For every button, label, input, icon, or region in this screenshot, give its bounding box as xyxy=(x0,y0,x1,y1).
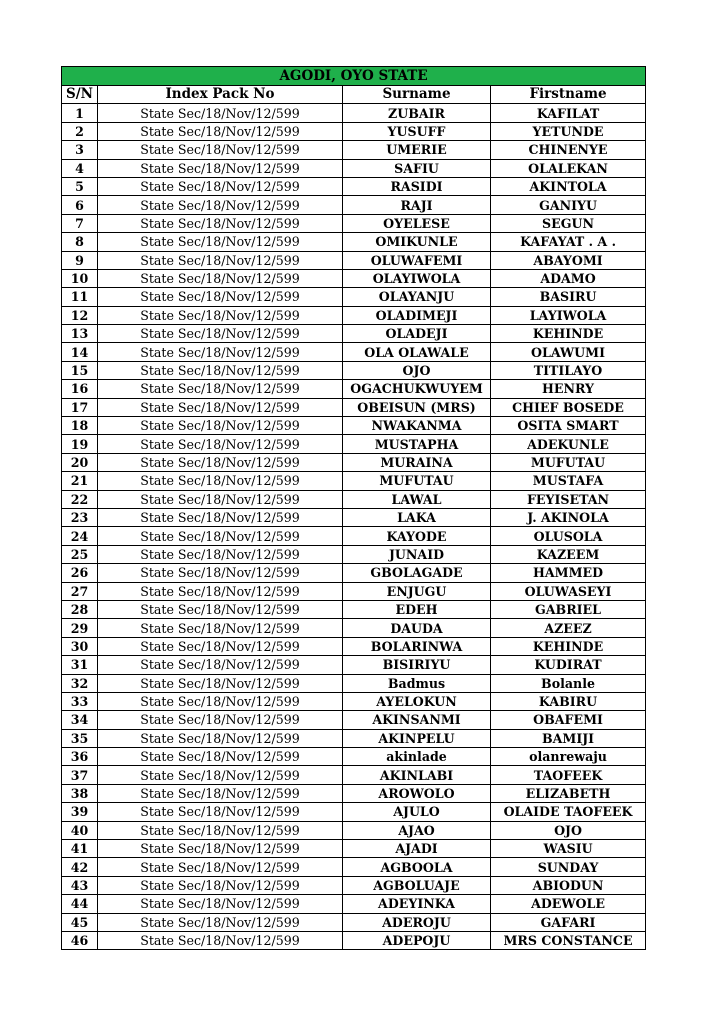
firstname-cell: MRS CONSTANCE xyxy=(491,931,646,949)
table-row xyxy=(62,858,646,876)
sn-cell: 32 xyxy=(62,674,98,692)
index-pack-cell: State Sec/18/Nov/12/599 xyxy=(98,527,343,545)
table-row xyxy=(62,177,646,195)
sn-cell: 2 xyxy=(62,122,98,140)
sn-cell: 29 xyxy=(62,619,98,637)
index-pack-cell: State Sec/18/Nov/12/599 xyxy=(98,729,343,747)
header-sn: S/N xyxy=(62,86,98,104)
surname-cell: RASIDI xyxy=(343,177,491,195)
index-pack-cell: State Sec/18/Nov/12/599 xyxy=(98,858,343,876)
table-row xyxy=(62,600,646,618)
firstname-cell: OLUWASEYI xyxy=(491,582,646,600)
header-index-pack-no: Index Pack No xyxy=(98,86,343,104)
firstname-cell: ADAMO xyxy=(491,269,646,287)
firstname-cell: OJO xyxy=(491,821,646,839)
sn-cell: 3 xyxy=(62,141,98,159)
firstname-cell: Bolanle xyxy=(491,674,646,692)
index-pack-cell: State Sec/18/Nov/12/599 xyxy=(98,840,343,858)
surname-cell: AROWOLO xyxy=(343,784,491,802)
surname-cell: OLAYANJU xyxy=(343,288,491,306)
sn-cell: 10 xyxy=(62,269,98,287)
surname-cell: OGACHUKWUYEM xyxy=(343,380,491,398)
table-row xyxy=(62,931,646,949)
index-pack-cell: State Sec/18/Nov/12/599 xyxy=(98,674,343,692)
index-pack-cell: State Sec/18/Nov/12/599 xyxy=(98,784,343,802)
firstname-cell: GANIYU xyxy=(491,196,646,214)
index-pack-cell: State Sec/18/Nov/12/599 xyxy=(98,508,343,526)
table-row xyxy=(62,233,646,251)
index-pack-cell: State Sec/18/Nov/12/599 xyxy=(98,895,343,913)
firstname-cell: CHIEF BOSEDE xyxy=(491,398,646,416)
surname-cell: AKINLABI xyxy=(343,766,491,784)
surname-cell: ADEYINKA xyxy=(343,895,491,913)
firstname-cell: GAFARI xyxy=(491,913,646,931)
table-row xyxy=(62,913,646,931)
firstname-cell: OBAFEMI xyxy=(491,711,646,729)
index-pack-cell: State Sec/18/Nov/12/599 xyxy=(98,104,343,122)
table-row xyxy=(62,637,646,655)
index-pack-cell: State Sec/18/Nov/12/599 xyxy=(98,306,343,324)
surname-cell: NWAKANMA xyxy=(343,417,491,435)
surname-cell: ZUBAIR xyxy=(343,104,491,122)
index-pack-cell: State Sec/18/Nov/12/599 xyxy=(98,122,343,140)
surname-cell: MUFUTAU xyxy=(343,472,491,490)
table-row xyxy=(62,159,646,177)
table-row xyxy=(62,582,646,600)
table-row xyxy=(62,104,646,122)
surname-cell: AGBOLUAJE xyxy=(343,876,491,894)
index-pack-cell: State Sec/18/Nov/12/599 xyxy=(98,141,343,159)
firstname-cell: MUFUTAU xyxy=(491,453,646,471)
index-pack-cell: State Sec/18/Nov/12/599 xyxy=(98,159,343,177)
index-pack-cell: State Sec/18/Nov/12/599 xyxy=(98,582,343,600)
table-row xyxy=(62,490,646,508)
index-pack-cell: State Sec/18/Nov/12/599 xyxy=(98,545,343,563)
firstname-cell: TITILAYO xyxy=(491,361,646,379)
table-row xyxy=(62,417,646,435)
table-row xyxy=(62,196,646,214)
table-row xyxy=(62,306,646,324)
firstname-cell: LAYIWOLA xyxy=(491,306,646,324)
table-row xyxy=(62,840,646,858)
surname-cell: SAFIU xyxy=(343,159,491,177)
firstname-cell: KUDIRAT xyxy=(491,656,646,674)
table-row xyxy=(62,398,646,416)
table-row xyxy=(62,545,646,563)
surname-cell: AJADI xyxy=(343,840,491,858)
sn-cell: 13 xyxy=(62,325,98,343)
firstname-cell: J. AKINOLA xyxy=(491,508,646,526)
surname-cell: RAJI xyxy=(343,196,491,214)
table-row xyxy=(62,876,646,894)
sn-cell: 44 xyxy=(62,895,98,913)
surname-cell: LAKA xyxy=(343,508,491,526)
index-pack-cell: State Sec/18/Nov/12/599 xyxy=(98,177,343,195)
index-pack-cell: State Sec/18/Nov/12/599 xyxy=(98,417,343,435)
sn-cell: 4 xyxy=(62,159,98,177)
surname-cell: OLADIMEJI xyxy=(343,306,491,324)
sn-cell: 40 xyxy=(62,821,98,839)
table-row xyxy=(62,508,646,526)
sn-cell: 30 xyxy=(62,637,98,655)
surname-cell: AJULO xyxy=(343,803,491,821)
sn-cell: 27 xyxy=(62,582,98,600)
table-row xyxy=(62,453,646,471)
firstname-cell: ABAYOMI xyxy=(491,251,646,269)
firstname-cell: ADEKUNLE xyxy=(491,435,646,453)
surname-cell: BOLARINWA xyxy=(343,637,491,655)
index-pack-cell: State Sec/18/Nov/12/599 xyxy=(98,821,343,839)
index-pack-cell: State Sec/18/Nov/12/599 xyxy=(98,269,343,287)
table-row xyxy=(62,766,646,784)
table-row xyxy=(62,325,646,343)
sn-cell: 43 xyxy=(62,876,98,894)
surname-cell: AJAO xyxy=(343,821,491,839)
sn-cell: 41 xyxy=(62,840,98,858)
surname-cell: YUSUFF xyxy=(343,122,491,140)
surname-cell: OMIKUNLE xyxy=(343,233,491,251)
table-row xyxy=(62,269,646,287)
index-pack-cell: State Sec/18/Nov/12/599 xyxy=(98,876,343,894)
table-row xyxy=(62,288,646,306)
firstname-cell: OLAIDE TAOFEEK xyxy=(491,803,646,821)
index-pack-cell: State Sec/18/Nov/12/599 xyxy=(98,803,343,821)
sn-cell: 19 xyxy=(62,435,98,453)
surname-cell: OLA OLAWALE xyxy=(343,343,491,361)
index-pack-cell: State Sec/18/Nov/12/599 xyxy=(98,472,343,490)
firstname-cell: BAMIJI xyxy=(491,729,646,747)
table-row xyxy=(62,527,646,545)
index-pack-cell: State Sec/18/Nov/12/599 xyxy=(98,490,343,508)
sn-cell: 25 xyxy=(62,545,98,563)
table-row xyxy=(62,122,646,140)
firstname-cell: GABRIEL xyxy=(491,600,646,618)
firstname-cell: YETUNDE xyxy=(491,122,646,140)
firstname-cell: OLAWUMI xyxy=(491,343,646,361)
index-pack-cell: State Sec/18/Nov/12/599 xyxy=(98,748,343,766)
firstname-cell: OLALEKAN xyxy=(491,159,646,177)
table-row xyxy=(62,564,646,582)
title-row xyxy=(62,67,646,86)
header-surname: Surname xyxy=(343,86,491,104)
surname-cell: Badmus xyxy=(343,674,491,692)
sn-cell: 38 xyxy=(62,784,98,802)
table-row xyxy=(62,380,646,398)
table-row xyxy=(62,895,646,913)
index-pack-cell: State Sec/18/Nov/12/599 xyxy=(98,619,343,637)
index-pack-cell: State Sec/18/Nov/12/599 xyxy=(98,196,343,214)
firstname-cell: SEGUN xyxy=(491,214,646,232)
sn-cell: 12 xyxy=(62,306,98,324)
firstname-cell: AZEEZ xyxy=(491,619,646,637)
firstname-cell: WASIU xyxy=(491,840,646,858)
surname-cell: ADEPOJU xyxy=(343,931,491,949)
surname-cell: OBEISUN (MRS) xyxy=(343,398,491,416)
sn-cell: 11 xyxy=(62,288,98,306)
table-row xyxy=(62,784,646,802)
firstname-cell: HENRY xyxy=(491,380,646,398)
table-row xyxy=(62,674,646,692)
surname-cell: AKINPELU xyxy=(343,729,491,747)
surname-cell: JUNAID xyxy=(343,545,491,563)
firstname-cell: AKINTOLA xyxy=(491,177,646,195)
index-pack-cell: State Sec/18/Nov/12/599 xyxy=(98,564,343,582)
firstname-cell: MUSTAFA xyxy=(491,472,646,490)
index-pack-cell: State Sec/18/Nov/12/599 xyxy=(98,233,343,251)
table-row xyxy=(62,729,646,747)
sn-cell: 46 xyxy=(62,931,98,949)
surname-cell: OLAYIWOLA xyxy=(343,269,491,287)
sn-cell: 7 xyxy=(62,214,98,232)
surname-cell: OLADEJI xyxy=(343,325,491,343)
firstname-cell: KAZEEM xyxy=(491,545,646,563)
surname-cell: GBOLAGADE xyxy=(343,564,491,582)
firstname-cell: KEHINDE xyxy=(491,325,646,343)
firstname-cell: OLUSOLA xyxy=(491,527,646,545)
sn-cell: 6 xyxy=(62,196,98,214)
table-row xyxy=(62,748,646,766)
firstname-cell: CHINENYE xyxy=(491,141,646,159)
table-row xyxy=(62,619,646,637)
sn-cell: 33 xyxy=(62,692,98,710)
index-pack-cell: State Sec/18/Nov/12/599 xyxy=(98,766,343,784)
index-pack-cell: State Sec/18/Nov/12/599 xyxy=(98,711,343,729)
sn-cell: 35 xyxy=(62,729,98,747)
index-pack-cell: State Sec/18/Nov/12/599 xyxy=(98,214,343,232)
index-pack-cell: State Sec/18/Nov/12/599 xyxy=(98,435,343,453)
firstname-cell: KAFILAT xyxy=(491,104,646,122)
sn-cell: 16 xyxy=(62,380,98,398)
index-pack-cell: State Sec/18/Nov/12/599 xyxy=(98,931,343,949)
index-pack-cell: State Sec/18/Nov/12/599 xyxy=(98,380,343,398)
index-pack-cell: State Sec/18/Nov/12/599 xyxy=(98,600,343,618)
firstname-cell: FEYISETAN xyxy=(491,490,646,508)
sn-cell: 36 xyxy=(62,748,98,766)
sn-cell: 22 xyxy=(62,490,98,508)
table-row xyxy=(62,656,646,674)
sn-cell: 15 xyxy=(62,361,98,379)
surname-cell: OYELESE xyxy=(343,214,491,232)
surname-cell: OJO xyxy=(343,361,491,379)
header-row xyxy=(62,86,646,104)
sn-cell: 23 xyxy=(62,508,98,526)
index-pack-cell: State Sec/18/Nov/12/599 xyxy=(98,692,343,710)
surname-cell: EDEH xyxy=(343,600,491,618)
surname-cell: MURAINA xyxy=(343,453,491,471)
sn-cell: 14 xyxy=(62,343,98,361)
table-row xyxy=(62,472,646,490)
sn-cell: 17 xyxy=(62,398,98,416)
surname-cell: AGBOOLA xyxy=(343,858,491,876)
table-row xyxy=(62,435,646,453)
index-pack-cell: State Sec/18/Nov/12/599 xyxy=(98,656,343,674)
surname-cell: BISIRIYU xyxy=(343,656,491,674)
index-pack-cell: State Sec/18/Nov/12/599 xyxy=(98,325,343,343)
sn-cell: 24 xyxy=(62,527,98,545)
table-row xyxy=(62,803,646,821)
index-pack-cell: State Sec/18/Nov/12/599 xyxy=(98,913,343,931)
firstname-cell: KAFAYAT . A . xyxy=(491,233,646,251)
sn-cell: 34 xyxy=(62,711,98,729)
index-pack-cell: State Sec/18/Nov/12/599 xyxy=(98,343,343,361)
firstname-cell: BASIRU xyxy=(491,288,646,306)
table-row xyxy=(62,361,646,379)
table-row xyxy=(62,821,646,839)
table-row xyxy=(62,692,646,710)
table-row xyxy=(62,141,646,159)
table-body xyxy=(62,104,646,950)
firstname-cell: SUNDAY xyxy=(491,858,646,876)
surname-cell: ADEROJU xyxy=(343,913,491,931)
sn-cell: 9 xyxy=(62,251,98,269)
index-pack-cell: State Sec/18/Nov/12/599 xyxy=(98,361,343,379)
surname-cell: akinlade xyxy=(343,748,491,766)
sn-cell: 8 xyxy=(62,233,98,251)
firstname-cell: olanrewaju xyxy=(491,748,646,766)
sn-cell: 20 xyxy=(62,453,98,471)
surname-cell: KAYODE xyxy=(343,527,491,545)
surname-cell: LAWAL xyxy=(343,490,491,508)
header-firstname: Firstname xyxy=(491,86,646,104)
surname-cell: MUSTAPHA xyxy=(343,435,491,453)
table-row xyxy=(62,711,646,729)
sn-cell: 45 xyxy=(62,913,98,931)
sn-cell: 26 xyxy=(62,564,98,582)
firstname-cell: TAOFEEK xyxy=(491,766,646,784)
table-title: AGODI, OYO STATE xyxy=(62,67,646,86)
index-pack-cell: State Sec/18/Nov/12/599 xyxy=(98,251,343,269)
firstname-cell: OSITA SMART xyxy=(491,417,646,435)
surname-cell: AYELOKUN xyxy=(343,692,491,710)
index-pack-cell: State Sec/18/Nov/12/599 xyxy=(98,453,343,471)
firstname-cell: KABIRU xyxy=(491,692,646,710)
index-pack-cell: State Sec/18/Nov/12/599 xyxy=(98,288,343,306)
sn-cell: 1 xyxy=(62,104,98,122)
table-row xyxy=(62,214,646,232)
surname-cell: ENJUGU xyxy=(343,582,491,600)
index-pack-cell: State Sec/18/Nov/12/599 xyxy=(98,637,343,655)
index-pack-cell: State Sec/18/Nov/12/599 xyxy=(98,398,343,416)
sn-cell: 28 xyxy=(62,600,98,618)
surname-cell: DAUDA xyxy=(343,619,491,637)
sn-cell: 39 xyxy=(62,803,98,821)
sn-cell: 21 xyxy=(62,472,98,490)
surname-cell: UMERIE xyxy=(343,141,491,159)
firstname-cell: ABIODUN xyxy=(491,876,646,894)
sn-cell: 42 xyxy=(62,858,98,876)
names-table xyxy=(61,66,646,950)
surname-cell: AKINSANMI xyxy=(343,711,491,729)
firstname-cell: KEHINDE xyxy=(491,637,646,655)
table-row xyxy=(62,343,646,361)
sn-cell: 37 xyxy=(62,766,98,784)
sn-cell: 18 xyxy=(62,417,98,435)
firstname-cell: ELIZABETH xyxy=(491,784,646,802)
surname-cell: OLUWAFEMI xyxy=(343,251,491,269)
table-row xyxy=(62,251,646,269)
firstname-cell: HAMMED xyxy=(491,564,646,582)
firstname-cell: ADEWOLE xyxy=(491,895,646,913)
sn-cell: 5 xyxy=(62,177,98,195)
sn-cell: 31 xyxy=(62,656,98,674)
